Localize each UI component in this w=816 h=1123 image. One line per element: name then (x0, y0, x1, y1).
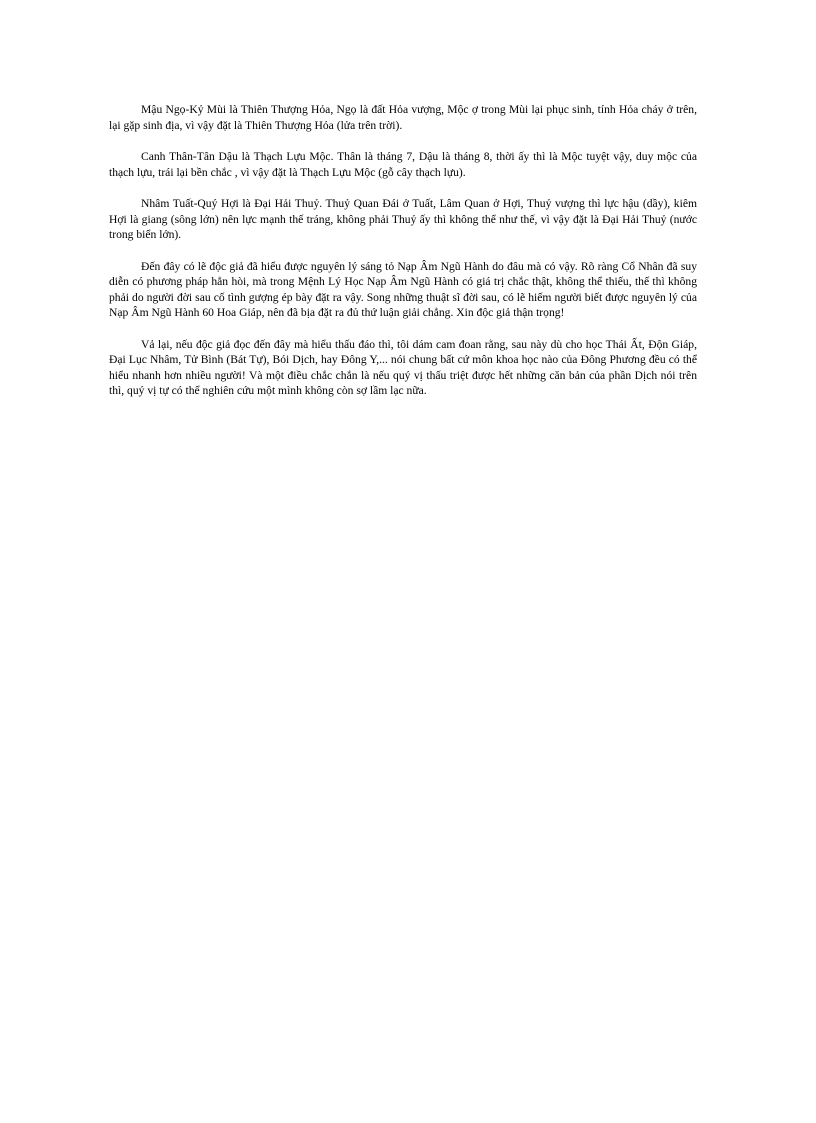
paragraph-thach-luu-moc: Canh Thân-Tân Dậu là Thạch Lựu Mộc. Thân là tháng 7, Dậu là tháng 8, thời ấy thì là Mộc tuyệt vậy, duy mộc của thạch lựu, trái lại bền chắc , vì vậy đặt là Thạch Lựu Mộc (gỗ cây thạch lựu). (109, 150, 697, 179)
paragraph-thien-thuong-hoa: Mậu Ngọ-Kỷ Mùi là Thiên Thượng Hỏa, Ngọ là đất Hỏa vượng, Mộc ợ trong Mùi lại phục sinh, tính Hỏa cháy ở trên, lại gặp sinh địa, vì vậy đặt là Thiên Thượng Hỏa (lửa trên trời). (109, 103, 697, 132)
document-page (109, 102, 697, 415)
paragraph-dai-hai-thuy: Nhâm Tuất-Quý Hợi là Đại Hải Thuỷ. Thuỷ Quan Đái ở Tuất, Lâm Quan ở Hợi, Thuỷ vượng thì lực hậu (dầy), kiêm Hợi là giang (sông lớn) nên lực mạnh thế tráng, không phải Thuỷ ấy thì không thể như thế, vì vậy đặt là Đại Hải Thuỷ (nước trong biển lớn). (109, 197, 697, 241)
paragraph-conclusion: Vả lại, nếu độc giả đọc đến đây mà hiểu thấu đáo thì, tôi dám cam đoan rằng, sau này dù cho học Thái Ất, Độn Giáp, Đại Lục Nhâm, Tử Bình (Bát Tự), Bói Dịch, hay Đông Y,... nói chung bất cứ môn khoa học nào của Đông Phương đều có thể hiểu nhanh hơn nhiều người! Và một điều chắc chắn là nếu quý vị thấu triệt được hết những căn bản của phần Dịch nói trên thì, quý vị tự có thể nghiên cứu một mình không còn sợ lầm lạc nữa. (109, 337, 697, 397)
paragraph-nap-am-explanation: Đến đây có lẽ độc giả đã hiểu được nguyên lý sáng tỏ Nạp Âm Ngũ Hành do đâu mà có vậy. Rõ ràng Cổ Nhân đã suy diễn có phương pháp hẳn hòi, mà trong Mệnh Lý Học Nạp Âm Ngũ Hành có giá trị chắc thật, không thể thiếu, thế thì không phải do người đời sau cố tình gượng ép bày đặt ra vậy. Song những thuật sĩ đời sau, có lẽ hiếm người biết được nguyên lý của Nạp Âm Ngũ Hành 60 Hoa Giáp, nên đã bịa đặt ra đủ thứ luận giải chẳng. Xin độc giả thận trọng! (109, 259, 697, 319)
